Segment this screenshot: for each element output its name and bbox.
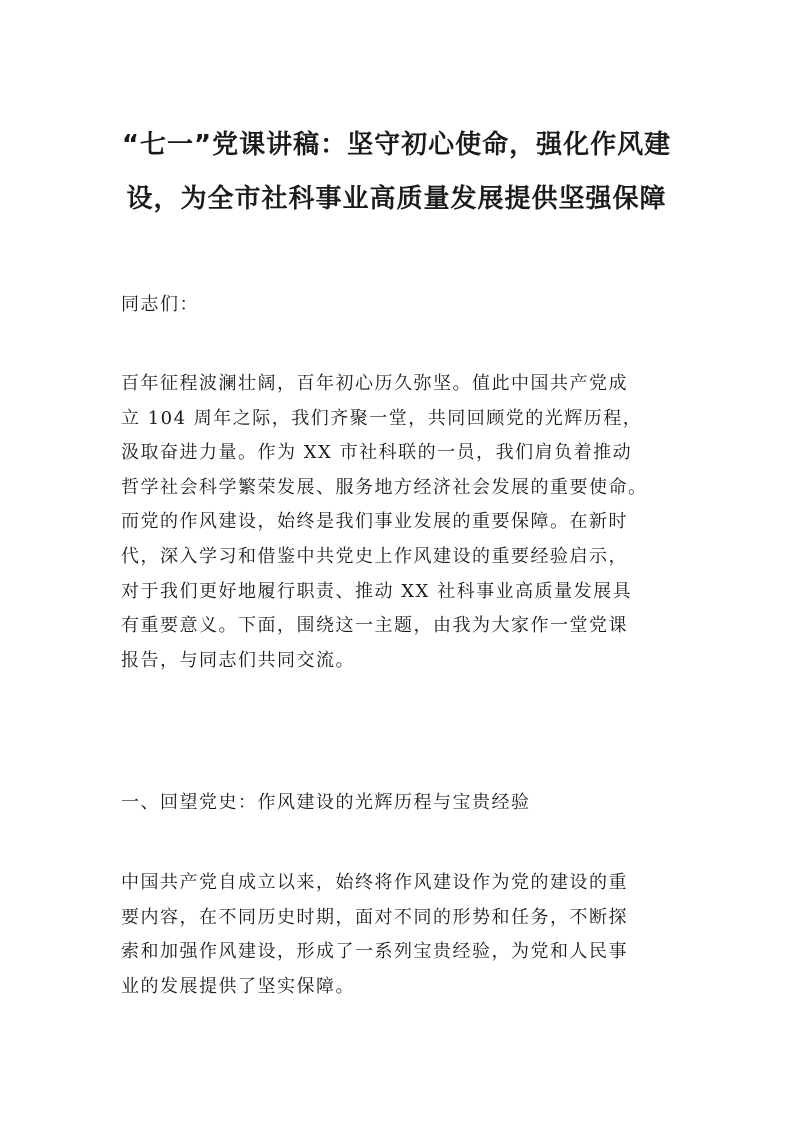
paragraph-line: 立 104 周年之际，我们齐聚一堂，共同回顾党的光辉历程，: [121, 407, 643, 429]
paragraph-line: 要内容，在不同历史时期，面对不同的形势和任务，不断探: [121, 906, 628, 928]
paragraph-line: 中国共产党自成立以来，始终将作风建设作为党的建设的重: [121, 872, 628, 893]
section-heading-text: 一、回望党史：作风建设的光辉历程与宝贵经验: [121, 792, 531, 813]
title-line-1: “七一”党课讲稿：坚守初心使命，强化作风建: [121, 130, 672, 160]
title-line-2: 设，为全市社科事业高质量发展提供坚强保障: [126, 184, 667, 214]
paragraph-line: 业的发展提供了坚实保障。: [121, 975, 355, 997]
section-heading-1: [121, 786, 681, 821]
greeting: [121, 288, 681, 323]
greeting-text: 同志们：: [121, 294, 199, 315]
paragraph-line: 汲取奋进力量。作为 XX 市社科联的一员，我们肩负着推动: [121, 442, 633, 464]
paragraph-line: 而党的作风建设，始终是我们事业发展的重要保障。在新时: [121, 511, 628, 533]
document-title: [60, 118, 733, 226]
paragraph-line: 代，深入学习和借鉴中共党史上作风建设的重要经验启示，: [121, 545, 628, 567]
paragraph-line: 对于我们更好地履行职责、推动 XX 社科事业高质量发展具: [121, 580, 633, 602]
paragraph-history: [121, 866, 681, 1004]
paragraph-line: 索和加强作风建设，形成了一系列宝贵经验，为党和人民事: [121, 941, 628, 963]
paragraph-line: 有重要意义。下面，围绕这一主题，由我为大家作一堂党课: [121, 615, 628, 637]
paragraph-line: 哲学社会科学繁荣发展、服务地方经济社会发展的重要使命。: [121, 476, 648, 498]
paragraph-line: 报告，与同志们共同交流。: [121, 649, 355, 671]
paragraph-line: 百年征程波澜壮阔，百年初心历久弥坚。值此中国共产党成: [121, 373, 628, 394]
paragraph-intro: [121, 367, 681, 678]
